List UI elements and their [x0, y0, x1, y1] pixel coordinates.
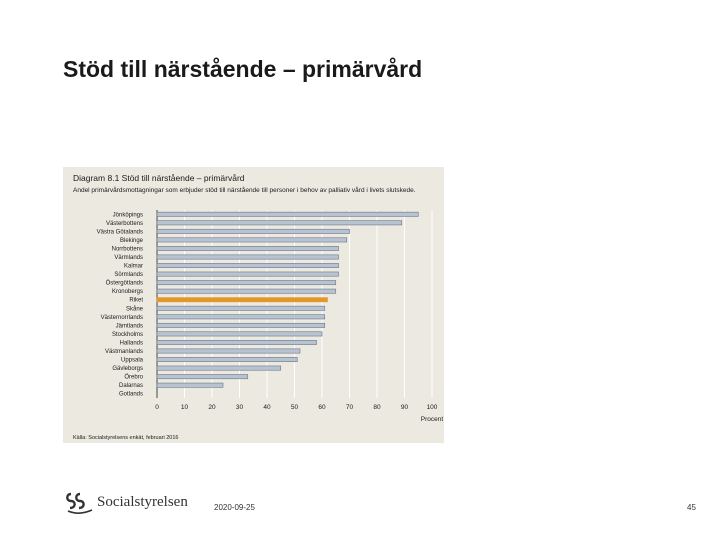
- category-label: Västra Götalands: [96, 229, 143, 236]
- bar: [157, 272, 339, 276]
- category-label: Västernorrlands: [100, 314, 143, 321]
- category-label: Blekinge: [119, 237, 143, 244]
- bar: [157, 383, 223, 387]
- category-label: Hallands: [119, 340, 143, 347]
- logo-icon: [65, 490, 95, 514]
- bar: [157, 366, 281, 370]
- bar: [157, 212, 418, 216]
- category-label: Örebro: [124, 374, 143, 381]
- category-label: Jämtlands: [115, 323, 143, 330]
- category-label: Uppsala: [120, 357, 143, 364]
- slide-title: Stöd till närstående – primärvård: [63, 56, 423, 82]
- logo-text: Socialstyrelsen: [97, 493, 188, 510]
- category-label: Västerbottens: [105, 220, 143, 227]
- bar: [157, 349, 300, 353]
- diagram-title: Diagram 8.1 Stöd till närstående – primärvård: [73, 173, 245, 183]
- diagram-source: Källa: Socialstyrelsens enkät, februari 2016: [73, 435, 179, 441]
- x-tick-label: 90: [400, 404, 409, 411]
- bar: [157, 306, 325, 310]
- category-label: Värmlands: [114, 255, 143, 261]
- x-tick-label: 10: [180, 404, 189, 411]
- bar: [157, 263, 339, 267]
- category-label: Riket: [129, 297, 143, 304]
- bar: [157, 281, 336, 285]
- socialstyrelsen-logo: [65, 490, 188, 514]
- bar: [157, 332, 322, 336]
- bar: [157, 298, 328, 302]
- category-label: Stockholms: [111, 331, 143, 338]
- x-tick-label: 80: [373, 404, 381, 411]
- x-tick-label: 100: [426, 404, 438, 411]
- category-label: Gotlands: [118, 391, 143, 398]
- bar: [157, 323, 325, 327]
- x-tick-label: 50: [290, 404, 299, 411]
- category-label: Östergötlands: [105, 280, 143, 287]
- x-tick-label: 70: [345, 404, 354, 411]
- x-tick-label: 20: [208, 404, 216, 411]
- category-label: Kalmar: [123, 263, 143, 270]
- bar: [157, 229, 350, 233]
- bar: [157, 375, 248, 379]
- x-axis-label: Procent: [420, 416, 444, 423]
- category-label: Kronobergs: [111, 289, 143, 296]
- bar-chart: [63, 167, 444, 443]
- slide-date: 2020-09-25: [214, 503, 255, 512]
- bar: [157, 246, 339, 250]
- x-tick-label: 60: [318, 404, 326, 411]
- chart-panel: [63, 167, 444, 443]
- category-label: Skåne: [125, 306, 143, 313]
- bar: [157, 221, 402, 225]
- bar: [157, 340, 317, 344]
- category-label: Jönköpings: [112, 212, 143, 219]
- diagram-subtitle: Andel primärvårdsmottagningar som erbjuder stöd till närstående till personer i behov av palliativ vård i livets slutskede.: [73, 187, 416, 194]
- category-label: Dalarnas: [118, 383, 143, 390]
- x-tick-label: 0: [155, 404, 159, 411]
- category-label: Västmanlands: [104, 349, 143, 355]
- category-label: Gävleborgs: [112, 366, 143, 373]
- category-label: Sörmlands: [114, 272, 143, 279]
- x-tick-label: 40: [263, 404, 271, 411]
- bar: [157, 357, 297, 361]
- x-tick-label: 30: [235, 404, 244, 411]
- bar: [157, 315, 325, 319]
- bar: [157, 255, 339, 259]
- bar: [157, 238, 347, 242]
- bar: [157, 289, 336, 293]
- category-label: Norrbottens: [111, 246, 143, 253]
- page-number: 45: [687, 503, 696, 512]
